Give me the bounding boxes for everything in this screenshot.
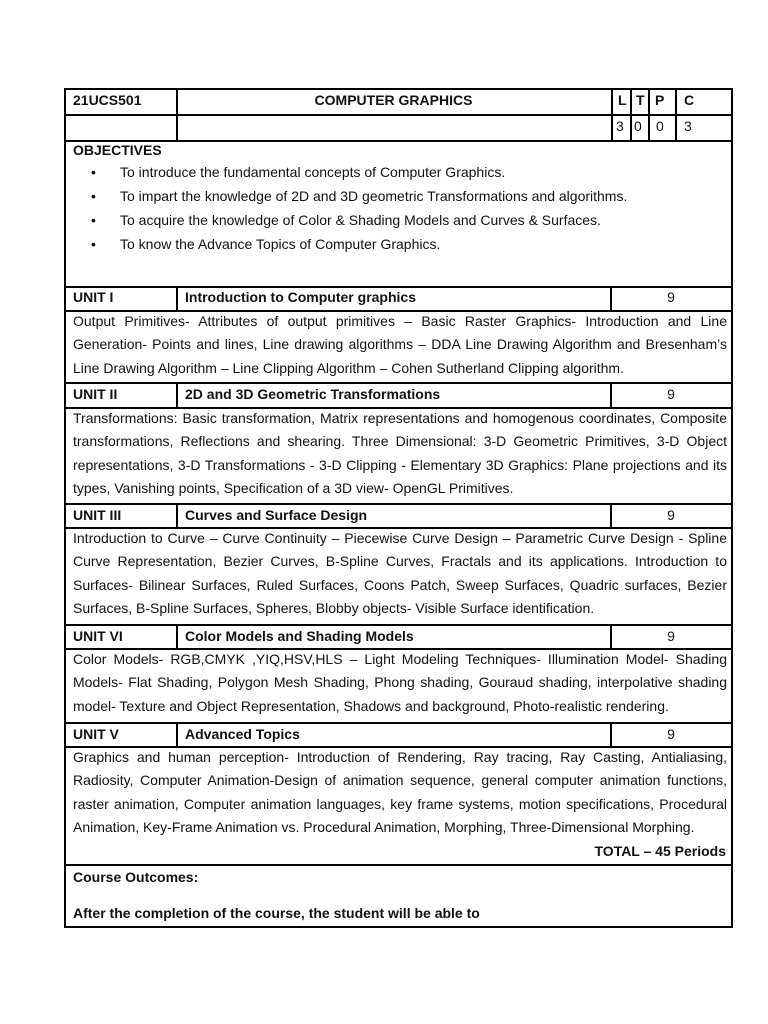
- unit-hours: 9: [667, 386, 675, 402]
- unit-title: 2D and 3D Geometric Transformations: [185, 386, 441, 402]
- unit-content: [73, 527, 727, 620]
- outcomes-heading: Course Outcomes:: [73, 869, 199, 885]
- ltpc-label-c: C: [684, 92, 695, 108]
- ltpc-value-t: 0: [634, 118, 642, 134]
- content-line: transformations, Reflections and shearing. Three Dimensional: 3-D Geometric Primitives, 3-D Object: [73, 433, 727, 450]
- ltpc-label-p: P: [655, 92, 665, 108]
- divider: [66, 503, 731, 505]
- content-line: representations, 3-D Transformations - 3-D Clipping - Elementary 3D Graphics: Plane projections and its: [73, 456, 727, 473]
- unit-title: Advanced Topics: [185, 726, 300, 742]
- objective-text: To acquire the knowledge of Color & Shading Models and Curves & Surfaces.: [120, 212, 601, 228]
- syllabus-table: [64, 88, 733, 928]
- unit-hours: 9: [667, 628, 675, 644]
- unit-label: UNIT II: [73, 386, 118, 402]
- unit-content: [73, 407, 727, 500]
- content-line: Line Drawing Algorithm – Line Clipping Algorithm – Cohen Sutherland Clipping algorithm.: [73, 359, 624, 376]
- divider: [66, 722, 731, 724]
- list-item: [89, 236, 627, 260]
- unit-label: UNIT III: [73, 507, 122, 523]
- content-line: Surfaces- Bilinear Surfaces, Ruled Surfaces, Coons Patch, Sweep Surfaces, Quadric surfaces, Bezier: [73, 576, 727, 593]
- content-line: Curve Representation, Bezier Curves, B-Spline Curves, Fractals and its applications. Introduction to: [73, 553, 727, 570]
- divider: [66, 624, 731, 626]
- unit-hours: 9: [667, 507, 675, 523]
- content-line: Radiosity, Computer Animation-Design of animation sequence, general computer animation functions,: [73, 772, 727, 789]
- content-line: Graphics and human perception- Introduction of Rendering, Ray tracing, Ray Casting, Antialiasing,: [73, 749, 727, 765]
- divider: [176, 286, 178, 310]
- content-line: Output Primitives- Attributes of output primitives – Basic Raster Graphics- Introduction and Line: [73, 313, 727, 329]
- divider: [630, 90, 632, 140]
- objective-text: To introduce the fundamental concepts of Computer Graphics.: [120, 164, 506, 180]
- divider: [176, 382, 178, 407]
- bullet-icon: •: [91, 188, 96, 204]
- ltpc-label-l: L: [618, 92, 627, 108]
- list-item: [89, 188, 627, 212]
- objectives-heading: OBJECTIVES: [73, 142, 162, 158]
- content-line: Transformations: Basic transformation, Matrix representations and homogenous coordinates, Composite: [73, 410, 727, 426]
- ltpc-value-l: 3: [616, 118, 624, 134]
- objectives-list: [89, 164, 627, 260]
- divider: [66, 286, 731, 288]
- unit-content: [73, 648, 727, 718]
- unit-hours: 9: [667, 726, 675, 742]
- unit-label: UNIT VI: [73, 628, 123, 644]
- divider: [611, 90, 613, 140]
- outcomes-intro: After the completion of the course, the student will be able to: [73, 905, 480, 921]
- divider: [675, 90, 677, 140]
- unit-title: Introduction to Computer graphics: [185, 289, 416, 305]
- content-line: Surfaces, B-Spline Surfaces, Spheres, Blobby objects- Visible Surface identification.: [73, 599, 595, 616]
- list-item: [89, 212, 627, 236]
- total-periods: TOTAL – 45 Periods: [594, 843, 726, 859]
- list-item: [89, 164, 627, 188]
- content-line: types, Vanishing points, Specification of a 3D view- OpenGL Primitives.: [73, 479, 514, 496]
- ltpc-value-p: 0: [656, 118, 664, 134]
- course-title: COMPUTER GRAPHICS: [314, 92, 473, 108]
- unit-content: [73, 310, 727, 380]
- bullet-icon: •: [91, 212, 96, 228]
- content-line: model- Texture and Object Representation, Shadows and background, Photo-realistic rendering.: [73, 697, 669, 714]
- unit-hours: 9: [667, 289, 675, 305]
- unit-title: Color Models and Shading Models: [185, 628, 414, 644]
- unit-label: UNIT I: [73, 289, 114, 305]
- divider: [176, 503, 178, 527]
- ltpc-value-c: 3: [684, 118, 692, 134]
- divider: [176, 722, 178, 746]
- divider: [176, 624, 178, 648]
- divider: [66, 140, 731, 142]
- content-line: Introduction to Curve – Curve Continuity – Piecewise Curve Design – Parametric Curve Design - Spline: [73, 530, 727, 546]
- bullet-icon: •: [91, 236, 96, 252]
- divider: [648, 90, 650, 140]
- objective-text: To impart the knowledge of 2D and 3D geometric Transformations and algorithms.: [120, 188, 628, 204]
- unit-title: Curves and Surface Design: [185, 507, 368, 523]
- content-line: raster animation, Computer animation languages, key frame systems, motion specifications, Procedural: [73, 795, 727, 812]
- content-line: Generation- Points and lines, Line drawing algorithms – DDA Line Drawing Algorithm and Bresenham’s: [73, 336, 727, 353]
- content-line: Animation, Key-Frame Animation vs. Procedural Animation, Morphing, Three-Dimensional Morphing.: [73, 818, 695, 835]
- bullet-icon: •: [91, 164, 96, 180]
- objective-text: To know the Advance Topics of Computer Graphics.: [120, 236, 441, 252]
- unit-content: [73, 746, 727, 839]
- divider: [66, 382, 731, 384]
- divider: [66, 864, 731, 866]
- content-line: Color Models- RGB,CMYK ,YIQ,HSV,HLS – Light Modeling Techniques- Illumination Model- Shading: [73, 651, 727, 667]
- course-code: 21UCS501: [73, 92, 142, 108]
- ltpc-label-t: T: [636, 92, 645, 108]
- content-line: Models- Flat Shading, Polygon Mesh Shading, Phong shading, Gouraud shading, interpolative shading: [73, 674, 727, 691]
- unit-label: UNIT V: [73, 726, 119, 742]
